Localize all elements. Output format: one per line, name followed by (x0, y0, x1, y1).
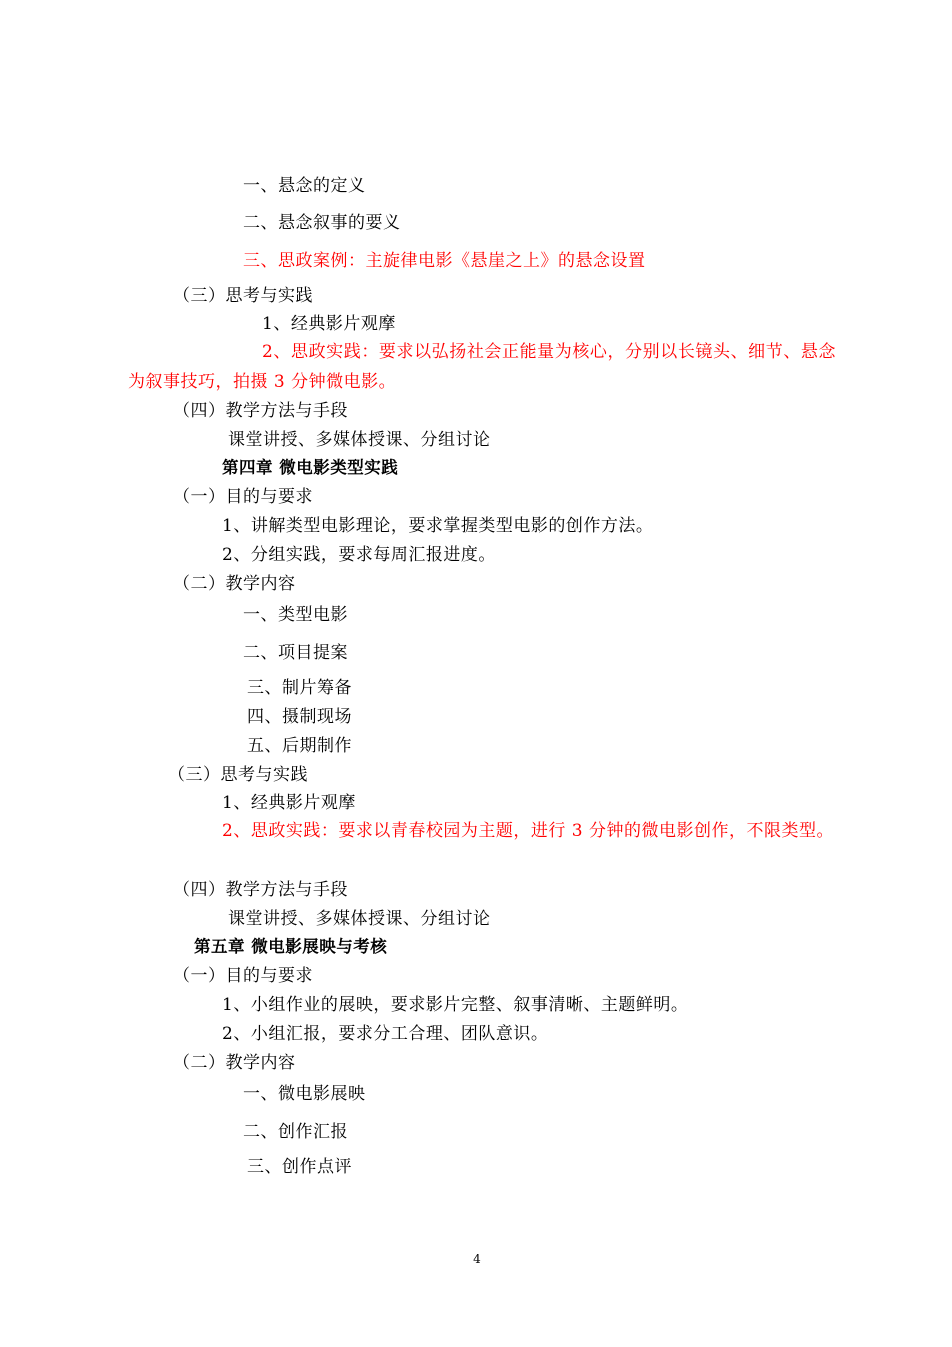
practice-item-film-viewing: 1、经典影片观摩 (222, 793, 356, 813)
chapter-title-4: 第四章 微电影类型实践 (222, 458, 399, 477)
practice-item-ideology-assignment: 2、思政实践：要求以弘扬社会正能量为核心，分别以长镜头、细节、悬念为叙事技巧，拍摄 3 分钟微电影。 (128, 342, 836, 392)
practice-item-ideology-assignment: 2、思政实践：要求以青春校园为主题，进行 3 分钟的微电影创作，不限类型。 (222, 821, 834, 841)
content-item-proposal: 二、项目提案 (243, 643, 348, 663)
section-item-suspense-definition: 一、悬念的定义 (243, 176, 366, 196)
subsection-heading-practice: （三）思考与实践 (173, 286, 313, 306)
page-number: 4 (473, 1252, 481, 1266)
subsection-heading-content: （二）教学内容 (173, 574, 296, 594)
objective-item-1: 1、讲解类型电影理论，要求掌握类型电影的创作方法。 (222, 516, 654, 536)
content-item-postproduction: 五、后期制作 (247, 736, 352, 756)
subsection-heading-methods: （四）教学方法与手段 (173, 401, 348, 421)
chapter-title-5: 第五章 微电影展映与考核 (194, 937, 388, 956)
subsection-heading-objectives: （一）目的与要求 (173, 966, 313, 986)
content-item-review: 三、创作点评 (247, 1157, 352, 1177)
subsection-heading-objectives: （一）目的与要求 (173, 487, 313, 507)
content-item-genre-film: 一、类型电影 (243, 605, 348, 625)
objective-item-2: 2、分组实践，要求每周汇报进度。 (222, 545, 496, 565)
content-item-preproduction: 三、制片筹备 (247, 678, 352, 698)
subsection-heading-practice: （三）思考与实践 (168, 765, 308, 785)
subsection-heading-content: （二）教学内容 (173, 1053, 296, 1073)
subsection-heading-methods: （四）教学方法与手段 (173, 880, 348, 900)
methods-text: 课堂讲授、多媒体授课、分组讨论 (228, 430, 491, 450)
objective-item-1: 1、小组作业的展映，要求影片完整、叙事清晰、主题鲜明。 (222, 995, 689, 1015)
practice-item-film-viewing: 1、经典影片观摩 (262, 314, 396, 334)
ideology-case-item: 三、思政案例：主旋律电影《悬崖之上》的悬念设置 (243, 251, 646, 271)
section-item-suspense-narrative: 二、悬念叙事的要义 (243, 213, 401, 233)
content-item-shooting: 四、摄制现场 (247, 707, 352, 727)
content-item-report: 二、创作汇报 (243, 1122, 348, 1142)
content-item-screening: 一、微电影展映 (243, 1084, 366, 1104)
objective-item-2: 2、小组汇报，要求分工合理、团队意识。 (222, 1024, 549, 1044)
methods-text: 课堂讲授、多媒体授课、分组讨论 (228, 909, 491, 929)
